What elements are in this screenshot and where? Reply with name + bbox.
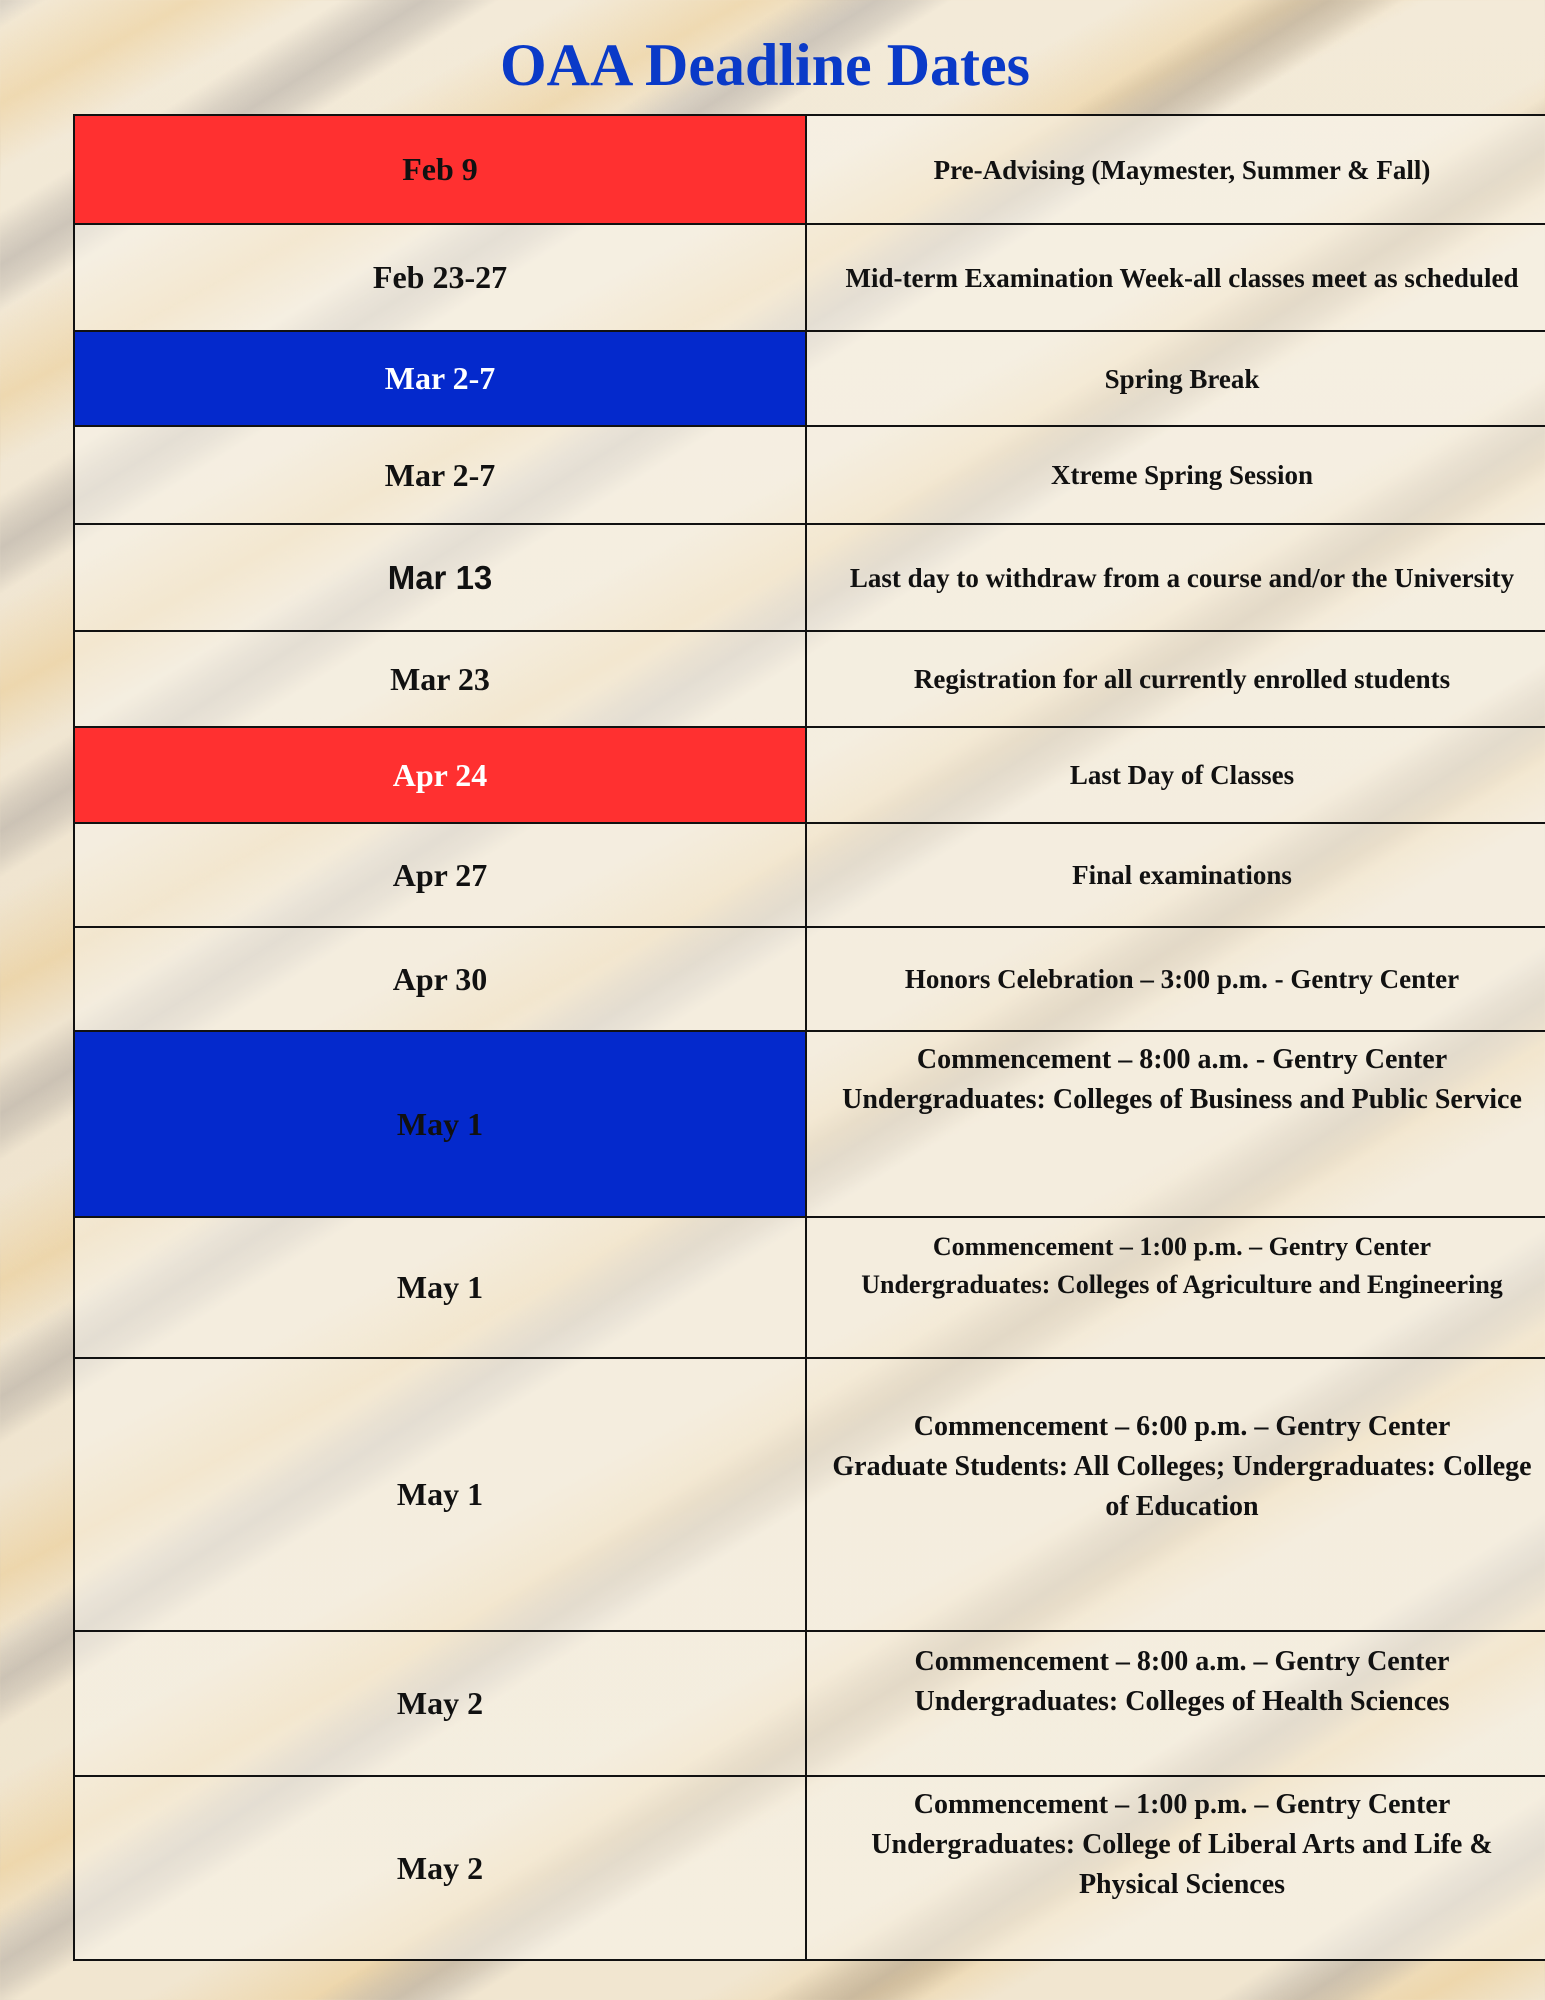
date-cell: Mar 13 bbox=[74, 524, 806, 631]
date-cell: Apr 27 bbox=[74, 823, 806, 927]
description-line: Honors Celebration – 3:00 p.m. - Gentry Center bbox=[904, 964, 1460, 994]
table-row bbox=[74, 224, 1545, 331]
description-line: Spring Break bbox=[1104, 363, 1260, 394]
description-line: Commencement – 1:00 p.m. – Gentry Center bbox=[913, 1789, 1451, 1820]
table-row bbox=[74, 1217, 1545, 1358]
table-row bbox=[74, 115, 1545, 224]
description-cell bbox=[806, 1031, 1545, 1217]
date-cell: Feb 23-27 bbox=[74, 224, 806, 331]
description-line: Graduate Students: All Colleges; Undergraduates: College of Education bbox=[832, 1451, 1532, 1522]
table-row bbox=[74, 1631, 1545, 1776]
date-cell: Mar 2-7 bbox=[74, 331, 806, 426]
description-line: Undergraduates: Colleges of Health Sciences bbox=[914, 1686, 1450, 1717]
deadline-table bbox=[73, 114, 1545, 1961]
date-cell: Mar 23 bbox=[74, 631, 806, 727]
date-cell: May 1 bbox=[74, 1031, 806, 1217]
description-cell bbox=[806, 727, 1545, 823]
description-cell bbox=[806, 823, 1545, 927]
table-row bbox=[74, 727, 1545, 823]
description-cell bbox=[806, 331, 1545, 426]
description-cell bbox=[806, 115, 1545, 224]
description-line: Pre-Advising (Maymester, Summer & Fall) bbox=[933, 154, 1431, 185]
date-cell: Feb 9 bbox=[74, 115, 806, 224]
table-row bbox=[74, 927, 1545, 1031]
description-line: Undergraduates: Colleges of Agriculture and Engineering bbox=[861, 1270, 1503, 1299]
description-cell bbox=[806, 927, 1545, 1031]
description-cell bbox=[806, 1776, 1545, 1960]
description-line: Commencement – 8:00 a.m. - Gentry Center bbox=[916, 1044, 1448, 1075]
description-line: Commencement – 8:00 a.m. – Gentry Center bbox=[914, 1646, 1450, 1677]
description-cell bbox=[806, 1358, 1545, 1631]
table-row bbox=[74, 1031, 1545, 1217]
table-row bbox=[74, 1776, 1545, 1960]
description-line: Xtreme Spring Session bbox=[1050, 460, 1313, 490]
description-line: Undergraduates: College of Liberal Arts and Life & Physical Sciences bbox=[871, 1829, 1493, 1900]
description-cell bbox=[806, 224, 1545, 331]
page-title: OAA Deadline Dates bbox=[500, 32, 1030, 98]
date-cell: Apr 24 bbox=[74, 727, 806, 823]
description-line: Final examinations bbox=[1072, 860, 1292, 890]
description-line: Commencement – 1:00 p.m. – Gentry Center bbox=[932, 1232, 1432, 1261]
description-line: Registration for all currently enrolled students bbox=[913, 664, 1451, 694]
description-cell bbox=[806, 631, 1545, 727]
table-row bbox=[74, 524, 1545, 631]
description-line: Mid-term Examination Week-all classes meet as scheduled bbox=[845, 262, 1519, 293]
description-line: Last day to withdraw from a course and/or the University bbox=[849, 562, 1515, 593]
date-cell: Apr 30 bbox=[74, 927, 806, 1031]
date-cell: May 1 bbox=[74, 1358, 806, 1631]
description-cell bbox=[806, 1217, 1545, 1358]
description-line: Last Day of Classes bbox=[1069, 760, 1295, 790]
table-row bbox=[74, 823, 1545, 927]
description-cell bbox=[806, 426, 1545, 524]
date-cell: May 1 bbox=[74, 1217, 806, 1358]
description-cell bbox=[806, 1631, 1545, 1776]
table-row bbox=[74, 1358, 1545, 1631]
date-cell: Mar 2-7 bbox=[74, 426, 806, 524]
table-row bbox=[74, 331, 1545, 426]
table-row bbox=[74, 426, 1545, 524]
description-line: Undergraduates: Colleges of Business and Public Service bbox=[842, 1084, 1522, 1115]
description-cell bbox=[806, 524, 1545, 631]
date-cell: May 2 bbox=[74, 1631, 806, 1776]
description-line: Commencement – 6:00 p.m. – Gentry Center bbox=[913, 1411, 1451, 1442]
table-row bbox=[74, 631, 1545, 727]
date-cell: May 2 bbox=[74, 1776, 806, 1960]
